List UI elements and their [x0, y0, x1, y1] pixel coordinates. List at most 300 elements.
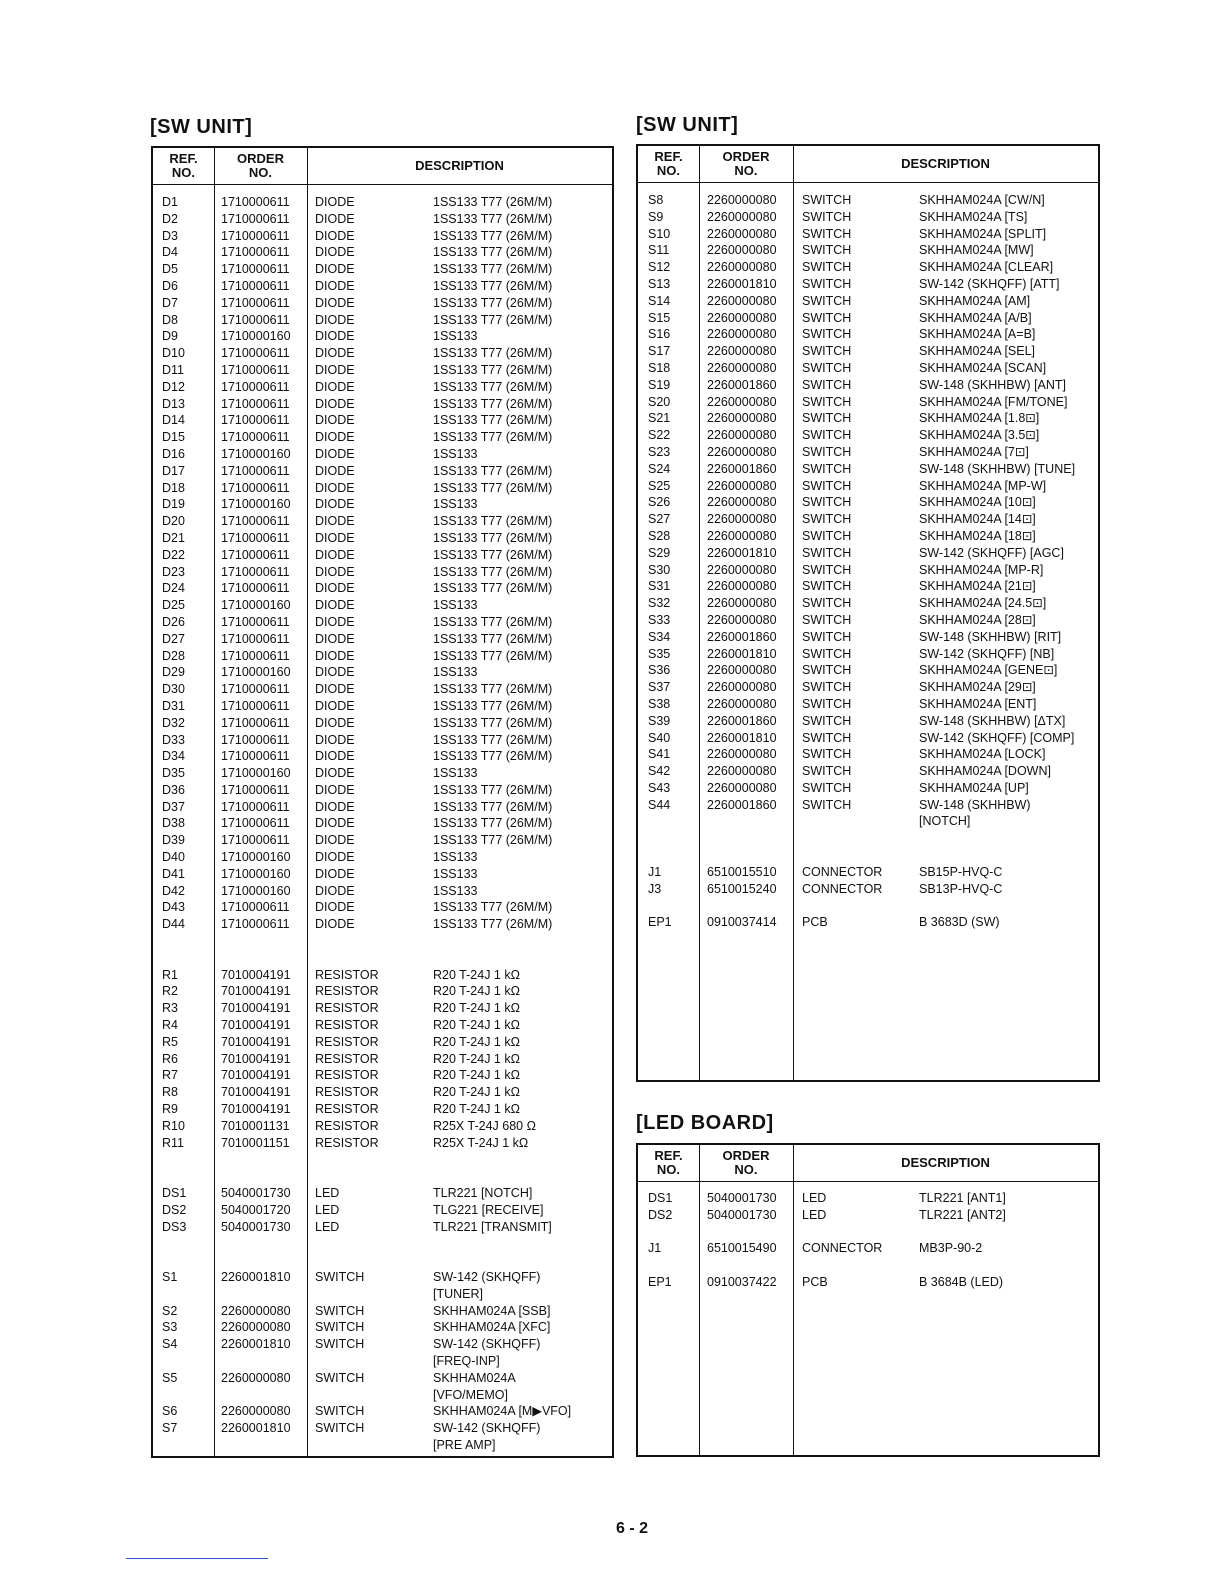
order-no: 1710000611: [221, 228, 290, 243]
table-row: [153, 261, 612, 278]
part-type: SWITCH: [802, 193, 852, 207]
part-type: DIODE: [315, 195, 355, 209]
table-row: [638, 646, 1098, 663]
ref-no: S27: [648, 512, 671, 527]
part-spec: R20 T-24J 1 kΩ: [433, 1102, 520, 1117]
table-row: [153, 228, 612, 245]
part-type: SWITCH: [802, 596, 852, 611]
part-type: DIODE: [315, 631, 355, 646]
ref-no: R7: [162, 1068, 178, 1083]
table-row: [153, 1101, 612, 1118]
left-header-ref: REF. NO.: [169, 151, 198, 180]
table-row: [638, 679, 1098, 696]
ref-no: EP1: [648, 915, 672, 930]
part-spec: 1SS133 T77 (26M/M): [433, 195, 553, 209]
table-row: [638, 797, 1098, 814]
part-type: DIODE: [315, 413, 355, 428]
ref-no: D22: [162, 547, 185, 562]
part-spec: SW-142 (SKHQFF) [NB]: [919, 646, 1055, 661]
order-no: 1710000611: [221, 648, 290, 663]
part-spec: SKHHAM024A [CW/N]: [919, 193, 1045, 207]
order-no: 2260000080: [707, 612, 777, 627]
order-no: 2260001860: [707, 629, 777, 644]
ref-no: D36: [162, 782, 185, 797]
order-no: 7010004191: [221, 1102, 291, 1117]
table-row: [638, 226, 1098, 243]
ref-no: S13: [648, 276, 671, 291]
ref-no: J1: [648, 864, 662, 879]
table-row: [638, 780, 1098, 797]
part-spec: 1SS133: [433, 329, 478, 344]
part-type: CONNECTOR: [802, 864, 883, 879]
order-no: 1710000160: [221, 883, 291, 898]
table-row: [638, 192, 1098, 209]
ref-no: R9: [162, 1102, 178, 1117]
led-section-title: [LED BOARD]: [636, 1112, 774, 1134]
table-row: [638, 209, 1098, 226]
ref-no: S28: [648, 528, 671, 543]
order-no: 2260000080: [707, 780, 777, 795]
table-row: [153, 513, 612, 530]
ref-no: J1: [648, 1241, 662, 1256]
part-spec: R20 T-24J 1 kΩ: [433, 984, 520, 999]
part-type: SWITCH: [802, 276, 852, 291]
part-type: DIODE: [315, 312, 355, 327]
table-row: [153, 631, 612, 648]
part-spec: SKHHAM024A [28⊡]: [919, 612, 1036, 627]
part-spec: SKHHAM024A [LOCK]: [919, 747, 1046, 762]
table-row: [153, 312, 612, 329]
order-no: 1710000611: [221, 379, 290, 394]
part-spec: 1SS133 T77 (26M/M): [433, 295, 553, 310]
order-no: 2260000080: [707, 680, 777, 695]
table-row: [153, 396, 612, 413]
table-row: [638, 528, 1098, 545]
part-spec: 1SS133: [433, 446, 478, 461]
order-no: 7010004191: [221, 1085, 291, 1100]
order-no: 7010004191: [221, 1034, 291, 1049]
table-row: [153, 211, 612, 228]
ref-no: S15: [648, 310, 671, 325]
part-type: SWITCH: [315, 1320, 365, 1335]
table-row: [638, 763, 1098, 780]
part-type: DIODE: [315, 581, 355, 596]
part-spec: [NOTCH]: [919, 814, 971, 829]
part-spec: 1SS133 T77 (26M/M): [433, 715, 553, 730]
part-spec: MB3P-90-2: [919, 1241, 983, 1256]
order-no: 7010004191: [221, 967, 291, 982]
table-row: [153, 782, 612, 799]
table-row: [638, 562, 1098, 579]
part-type: SWITCH: [802, 562, 852, 577]
table-row: [153, 194, 612, 211]
ref-no: D34: [162, 749, 185, 764]
order-no: 1710000160: [221, 329, 291, 344]
order-no: 2260000080: [707, 293, 777, 308]
ref-no: R6: [162, 1051, 178, 1066]
table-row: [153, 1437, 612, 1454]
ref-no: S19: [648, 377, 671, 392]
part-spec: SW-142 (SKHQFF): [433, 1421, 541, 1436]
ref-no: D16: [162, 446, 185, 461]
part-type: DIODE: [315, 564, 355, 579]
ref-no: D4: [162, 245, 178, 260]
ref-no: D32: [162, 715, 185, 730]
table-row: [638, 259, 1098, 276]
part-spec: SKHHAM024A [XFC]: [433, 1320, 551, 1335]
table-row: [638, 1224, 1098, 1241]
table-row: [638, 730, 1098, 747]
ref-no: D41: [162, 866, 185, 881]
order-no: 2260000080: [707, 310, 777, 325]
ref-no: S30: [648, 562, 671, 577]
ref-no: D10: [162, 346, 185, 361]
ref-no: DS1: [648, 1191, 673, 1205]
part-spec: SKHHAM024A [1.8⊡]: [919, 411, 1040, 426]
part-spec: TLG221 [RECEIVE]: [433, 1202, 544, 1217]
order-no: 0910037422: [707, 1274, 777, 1289]
part-type: DIODE: [315, 228, 355, 243]
part-spec: 1SS133 T77 (26M/M): [433, 379, 553, 394]
ref-no: D28: [162, 648, 185, 663]
part-spec: R20 T-24J 1 kΩ: [433, 1051, 520, 1066]
part-type: SWITCH: [802, 780, 852, 795]
ref-no: D27: [162, 631, 185, 646]
ref-no: D1: [162, 195, 178, 209]
order-no: 1710000611: [221, 547, 290, 562]
order-no: 2260000080: [707, 562, 777, 577]
table-row: [638, 629, 1098, 646]
part-spec: 1SS133 T77 (26M/M): [433, 547, 553, 562]
order-no: 2260001810: [707, 276, 777, 291]
part-spec: SKHHAM024A [29⊡]: [919, 680, 1036, 695]
table-row: [153, 933, 612, 950]
ref-no: S16: [648, 327, 671, 342]
part-spec: SW-142 (SKHQFF) [COMP]: [919, 730, 1075, 745]
part-type: SWITCH: [802, 428, 852, 443]
order-no: 2260000080: [707, 209, 777, 224]
table-row: [638, 1190, 1098, 1207]
order-no: 1710000611: [221, 413, 290, 428]
table-row: [153, 530, 612, 547]
order-no: 1710000611: [221, 463, 290, 478]
order-no: 1710000611: [221, 312, 290, 327]
part-spec: 1SS133: [433, 497, 478, 512]
part-spec: SKHHAM024A [DOWN]: [919, 764, 1051, 779]
order-no: 2260000080: [221, 1303, 291, 1318]
table-row: [638, 746, 1098, 763]
part-type: DIODE: [315, 480, 355, 495]
part-type: RESISTOR: [315, 1102, 379, 1117]
order-no: 1710000611: [221, 195, 290, 209]
part-type: SWITCH: [315, 1303, 365, 1318]
part-type: SWITCH: [802, 377, 852, 392]
part-spec: [VFO/MEMO]: [433, 1387, 508, 1402]
part-spec: 1SS133 T77 (26M/M): [433, 362, 553, 377]
right-header-desc: DESCRIPTION: [901, 156, 990, 171]
part-type: SWITCH: [802, 545, 852, 560]
table-row: [153, 1034, 612, 1051]
part-spec: SKHHAM024A [UP]: [919, 780, 1029, 795]
part-spec: SW-148 (SKHHBW) [TUNE]: [919, 461, 1076, 476]
order-no: 2260000080: [707, 360, 777, 375]
ref-no: S8: [648, 193, 664, 207]
ref-no: R5: [162, 1034, 178, 1049]
table-row: [153, 1084, 612, 1101]
order-no: 1710000160: [221, 497, 291, 512]
table-row: [638, 578, 1098, 595]
order-no: 1710000160: [221, 866, 291, 881]
order-no: 1710000611: [221, 530, 290, 545]
ref-no: S22: [648, 428, 671, 443]
part-spec: 1SS133 T77 (26M/M): [433, 480, 553, 495]
part-type: SWITCH: [802, 764, 852, 779]
part-type: LED: [802, 1191, 827, 1205]
led-rows: [638, 1190, 1098, 1291]
part-type: DIODE: [315, 866, 355, 881]
order-no: 1710000611: [221, 782, 290, 797]
ref-no: D6: [162, 278, 178, 293]
order-no: 7010001151: [221, 1135, 290, 1150]
right-section-title: [SW UNIT]: [636, 114, 739, 136]
table-row: [153, 1017, 612, 1034]
order-no: 1710000611: [221, 816, 290, 831]
part-type: SWITCH: [802, 680, 852, 695]
part-type: SWITCH: [802, 579, 852, 594]
part-spec: SKHHAM024A [CLEAR]: [919, 260, 1054, 275]
table-row: [153, 446, 612, 463]
order-no: 2260000080: [707, 478, 777, 493]
ref-no: S35: [648, 646, 671, 661]
table-row: [638, 595, 1098, 612]
right-parts-table: [636, 144, 1100, 1082]
table-row: [638, 830, 1098, 847]
order-no: 2260000080: [707, 344, 777, 359]
order-no: 5040001730: [707, 1207, 777, 1222]
part-type: CONNECTOR: [802, 1241, 883, 1256]
ref-no: D3: [162, 228, 178, 243]
right-header-order: ORDER NO.: [722, 149, 770, 178]
part-type: DIODE: [315, 682, 355, 697]
ref-no: D11: [162, 362, 185, 377]
table-row: [638, 696, 1098, 713]
page-number: 6 - 2: [616, 1520, 649, 1537]
part-spec: 1SS133 T77 (26M/M): [433, 782, 553, 797]
ref-no: S5: [162, 1370, 178, 1385]
order-no: 1710000611: [221, 564, 290, 579]
part-type: DIODE: [315, 883, 355, 898]
part-type: SWITCH: [802, 411, 852, 426]
ref-no: S12: [648, 260, 671, 275]
part-type: LED: [802, 1207, 827, 1222]
order-no: 7010004191: [221, 1051, 291, 1066]
part-type: SWITCH: [802, 528, 852, 543]
order-no: 5040001730: [221, 1186, 291, 1201]
table-row: [153, 1219, 612, 1236]
part-type: LED: [315, 1186, 340, 1201]
led-parts-table: [636, 1143, 1100, 1457]
part-spec: 1SS133 T77 (26M/M): [433, 463, 553, 478]
ref-no: S23: [648, 444, 671, 459]
order-no: 5040001730: [707, 1191, 777, 1205]
table-row: [153, 614, 612, 631]
part-type: RESISTOR: [315, 984, 379, 999]
part-spec: 1SS133 T77 (26M/M): [433, 917, 553, 932]
table-row: [153, 1420, 612, 1437]
order-no: 1710000611: [221, 614, 290, 629]
ref-no: R4: [162, 1018, 178, 1033]
table-row: [153, 899, 612, 916]
part-type: RESISTOR: [315, 967, 379, 982]
ref-no: S17: [648, 344, 671, 359]
order-no: 2260001810: [707, 730, 777, 745]
part-spec: R20 T-24J 1 kΩ: [433, 1068, 520, 1083]
order-no: 1710000611: [221, 732, 290, 747]
table-row: [153, 547, 612, 564]
table-row: [638, 1274, 1098, 1291]
ref-no: D44: [162, 917, 185, 932]
part-type: DIODE: [315, 379, 355, 394]
ref-no: D39: [162, 833, 185, 848]
order-no: 2260000080: [707, 528, 777, 543]
order-no: 2260000080: [221, 1404, 291, 1419]
part-spec: 1SS133 T77 (26M/M): [433, 278, 553, 293]
part-type: DIODE: [315, 396, 355, 411]
led-header-desc: DESCRIPTION: [901, 1155, 990, 1170]
part-type: SWITCH: [802, 612, 852, 627]
table-row: [153, 765, 612, 782]
ref-no: S24: [648, 461, 671, 476]
part-type: LED: [315, 1202, 340, 1217]
part-spec: SKHHAM024A [SPLIT]: [919, 226, 1047, 241]
table-row: [638, 914, 1098, 931]
ref-no: DS2: [162, 1202, 187, 1217]
part-type: SWITCH: [802, 730, 852, 745]
part-spec: SKHHAM024A [A=B]: [919, 327, 1036, 342]
table-row: [153, 597, 612, 614]
part-type: DIODE: [315, 211, 355, 226]
ref-no: S43: [648, 780, 671, 795]
order-no: 1710000160: [221, 850, 291, 865]
part-spec: R25X T-24J 680 Ω: [433, 1118, 536, 1133]
led-header-order: ORDER NO.: [722, 1148, 770, 1177]
order-no: 2260000080: [221, 1370, 291, 1385]
part-spec: 1SS133: [433, 766, 478, 781]
table-row: [638, 478, 1098, 495]
ref-no: S41: [648, 747, 671, 762]
part-type: RESISTOR: [315, 1118, 379, 1133]
part-type: SWITCH: [802, 461, 852, 476]
part-type: SWITCH: [315, 1421, 365, 1436]
order-no: 7010004191: [221, 1018, 291, 1033]
table-row: [638, 326, 1098, 343]
ref-no: S31: [648, 579, 671, 594]
part-spec: 1SS133 T77 (26M/M): [433, 648, 553, 663]
table-row: [153, 950, 612, 967]
ref-no: S21: [648, 411, 671, 426]
part-type: DIODE: [315, 665, 355, 680]
table-row: [153, 1252, 612, 1269]
table-row: [638, 410, 1098, 427]
table-row: [638, 377, 1098, 394]
part-type: DIODE: [315, 278, 355, 293]
part-type: DIODE: [315, 782, 355, 797]
table-row: [153, 732, 612, 749]
part-type: CONNECTOR: [802, 881, 883, 896]
ref-no: S14: [648, 293, 671, 308]
part-type: SWITCH: [802, 310, 852, 325]
order-no: 7010004191: [221, 1068, 291, 1083]
table-row: [153, 883, 612, 900]
part-spec: 1SS133: [433, 883, 478, 898]
part-type: DIODE: [315, 614, 355, 629]
order-no: 1710000160: [221, 598, 291, 613]
part-spec: 1SS133 T77 (26M/M): [433, 564, 553, 579]
part-spec: SKHHAM024A [FM/TONE]: [919, 394, 1068, 409]
order-no: 7010004191: [221, 1001, 291, 1016]
part-spec: 1SS133 T77 (26M/M): [433, 430, 553, 445]
table-row: [153, 698, 612, 715]
ref-no: D20: [162, 514, 185, 529]
part-type: DIODE: [315, 514, 355, 529]
part-type: SWITCH: [802, 209, 852, 224]
part-type: SWITCH: [315, 1370, 365, 1385]
part-type: DIODE: [315, 346, 355, 361]
table-row: [638, 662, 1098, 679]
ref-no: S6: [162, 1404, 178, 1419]
table-row: [153, 580, 612, 597]
order-no: 0910037414: [707, 915, 777, 930]
part-spec: R20 T-24J 1 kΩ: [433, 1001, 520, 1016]
part-type: SWITCH: [802, 444, 852, 459]
order-no: 1710000611: [221, 631, 290, 646]
table-row: [153, 1202, 612, 1219]
ref-no: R10: [162, 1118, 185, 1133]
part-spec: SW-148 (SKHHBW): [919, 797, 1031, 812]
order-no: 2260000080: [707, 260, 777, 275]
table-row: [638, 293, 1098, 310]
ref-no: D19: [162, 497, 185, 512]
table-row: [153, 1185, 612, 1202]
order-no: 2260000080: [707, 747, 777, 762]
order-no: 2260001810: [221, 1270, 291, 1284]
ref-no: S25: [648, 478, 671, 493]
part-spec: SKHHAM024A [3.5⊡]: [919, 428, 1040, 443]
part-spec: SKHHAM024A [A/B]: [919, 310, 1032, 325]
part-spec: SKHHAM024A [AM]: [919, 293, 1031, 308]
left-parts-table: [151, 146, 614, 1458]
part-type: DIODE: [315, 362, 355, 377]
part-spec: SB15P-HVQ-C: [919, 864, 1003, 879]
ref-no: S36: [648, 663, 671, 678]
part-type: SWITCH: [802, 646, 852, 661]
part-type: PCB: [802, 915, 828, 930]
table-row: [153, 967, 612, 984]
part-spec: 1SS133 T77 (26M/M): [433, 900, 553, 915]
part-type: SWITCH: [802, 243, 852, 258]
part-spec: TLR221 [NOTCH]: [433, 1186, 533, 1201]
part-type: DIODE: [315, 698, 355, 713]
table-row: [638, 310, 1098, 327]
ref-no: D37: [162, 799, 185, 814]
ref-no: D13: [162, 396, 185, 411]
table-row: [153, 681, 612, 698]
part-spec: SW-148 (SKHHBW) [RIT]: [919, 629, 1062, 644]
order-no: 2260000080: [221, 1320, 291, 1335]
order-no: 1710000611: [221, 917, 290, 932]
order-no: 2260000080: [707, 226, 777, 241]
order-no: 1710000611: [221, 749, 290, 764]
